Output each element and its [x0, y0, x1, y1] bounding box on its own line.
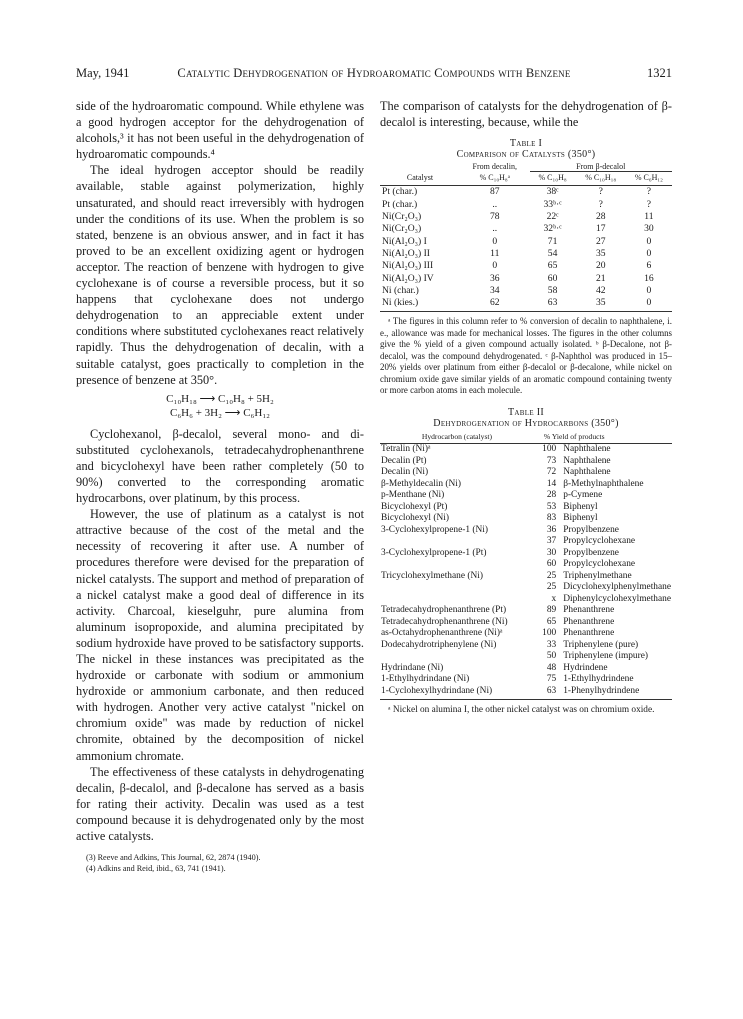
table-cell: 35 — [595, 247, 606, 259]
table-cell: Propylbenzene — [563, 547, 619, 558]
table-cell: Ni(Al₂O₃) II — [382, 247, 430, 259]
table-row — [380, 571, 672, 583]
paragraph: side of the hydroaromatic compound. While ethylene was a good hydrogen acceptor for the dehydrogenation of alcohols,³ it has not been useful in the dehydrogenation of hydroaromatic compounds.⁴ — [76, 99, 364, 162]
table-cell: Propylcyclohexane — [563, 536, 636, 547]
table-cell: 48 — [546, 662, 557, 673]
table-cell: ? — [646, 198, 652, 210]
header-date: May, 1941 — [76, 66, 130, 80]
table-row — [380, 617, 672, 629]
table-cell: 1-Cyclohexylhydrindane (Ni) — [380, 686, 534, 700]
table-cell: Ni(Al₂O₃) III — [382, 260, 434, 272]
page-number: 1321 — [647, 66, 672, 80]
table-cell: 100 — [542, 628, 557, 639]
table-row — [380, 640, 672, 652]
table-cell: x — [551, 593, 557, 604]
table-cell: 37 — [546, 536, 557, 547]
table-cell: 6 — [646, 260, 652, 272]
footnotes — [76, 852, 364, 874]
table-row — [380, 444, 672, 456]
table-cell: Propylcyclohexane — [563, 559, 636, 570]
table-cell: 32ᵇ·ᶜ — [543, 223, 562, 235]
table1-label: Table I — [509, 138, 543, 150]
table-row — [380, 513, 672, 525]
table-cell: Naphthalene — [563, 455, 611, 466]
table-row — [380, 479, 672, 491]
table-cell: ? — [598, 198, 603, 210]
equations — [76, 392, 364, 420]
table-cell: 3-Cyclohexylpropene-1 (Pt) — [381, 547, 487, 558]
table-cell: Pt (char.) — [382, 186, 418, 198]
table-cell: 0 — [492, 235, 498, 247]
table-cell: p-Menthane (Ni) — [381, 490, 445, 501]
table-row — [380, 502, 672, 514]
table-cell: Phenanthrene — [563, 605, 615, 616]
table-cell: Propylbenzene — [563, 524, 619, 535]
table-cell: 36 — [546, 524, 557, 535]
table-row — [380, 594, 672, 606]
table-cell: 58 — [547, 284, 558, 296]
table-cell: 28 — [595, 211, 606, 223]
table-cell: Biphenyl — [563, 513, 598, 524]
table-cell: 1-Ethylhydrindene — [563, 674, 634, 685]
table-cell: 54 — [547, 247, 558, 259]
table-cell: Naphthalene — [563, 444, 611, 455]
table-cell: Dicyclohexylphenylmethane — [563, 582, 671, 593]
table-cell: Tetradecahydrophenanthrene (Ni) — [381, 616, 508, 627]
table-cell: 36 — [489, 272, 500, 284]
table1-group-decalol: From β-decalol — [530, 162, 672, 172]
table-cell: Decalin (Ni) — [381, 467, 429, 478]
table-cell: Triphenylmethane — [563, 570, 632, 581]
table-row — [380, 456, 672, 468]
table-cell: Naphthalene — [563, 467, 611, 478]
table-cell: 62 — [460, 297, 530, 312]
table-cell: 16 — [644, 272, 654, 284]
table-cell: 3-Cyclohexylpropene-1 (Ni) — [381, 524, 488, 535]
page-header — [76, 66, 672, 82]
table-cell: 53 — [546, 501, 557, 512]
table-cell: Decalin (Pt) — [381, 455, 427, 466]
table-cell: Ni(Al₂O₃) IV — [382, 272, 434, 284]
table-cell: 65 — [547, 260, 558, 272]
table-cell — [380, 651, 534, 663]
table-cell: ? — [646, 186, 652, 198]
table-cell: 0 — [626, 297, 672, 312]
equation: C₆H₆ + 3H₂ ⟶ C₆H₁₂ — [170, 406, 270, 419]
table-row — [380, 559, 672, 571]
paragraph: The comparison of catalysts for the dehydrogenation of β-decalol is interesting, because, while the — [380, 99, 672, 130]
table-row — [380, 651, 672, 663]
table-row — [380, 674, 672, 686]
table-cell: 11 — [644, 211, 654, 223]
table-cell: β-Methylnaphthalene — [563, 478, 644, 489]
table-cell: 73 — [546, 455, 557, 466]
table-row — [380, 260, 672, 272]
table-cell: 0 — [646, 247, 652, 259]
table-row — [380, 285, 672, 297]
table-cell: Tetradecahydrophenanthrene (Pt) — [381, 605, 507, 616]
table-cell: 28 — [546, 490, 557, 501]
table2 — [380, 431, 672, 701]
table2-label: Table II — [508, 406, 544, 418]
table-cell — [380, 594, 534, 606]
table-cell: 33 — [546, 639, 557, 650]
table-row — [380, 211, 672, 223]
table-cell: Ni(Al₂O₃) I — [382, 235, 427, 247]
table-cell: Ni (char.) — [382, 284, 419, 296]
table-cell: β-Methyldecalin (Ni) — [381, 478, 462, 489]
table-cell: Dodecahydrotriphenylene (Ni) — [381, 639, 497, 650]
table-row — [380, 525, 672, 537]
table-cell: Phenanthrene — [563, 628, 615, 639]
table-cell: 17 — [595, 223, 606, 235]
table-cell: as-Octahydrophenanthrene (Ni)ᵃ — [381, 628, 503, 639]
table-cell: 21 — [595, 272, 606, 284]
paragraph: The ideal hydrogen acceptor should be readily available, stable against polymerization, highly unsaturated, and should react irreversibly with hydrogen under the conditions of its use. When the problem is so stated, benzene is an obvious answer, and in fact it has proved to be an excellent oxidizing agent or hydrogen acceptor. The reaction of benzene with hydrogen to give cyclohexane is of course a reversible process, but it so happens that cyclohexane does not undergo dehydrogenation to an appreciable extent under conditions where substituted cyclohexanes react relatively rapidly. Thus the dehydrogenation of decalin, with a suitable catalyst, goes practically to completion in the presence of benzene at 350°. — [76, 163, 364, 387]
table-cell: Tetralin (Ni)ᵃ — [381, 444, 431, 455]
paragraph: Cyclohexanol, β-decalol, several mono- and di-substituted cyclohexanols, tetradecahydrophenanthrene and bicyclohexyl have been rather completely (50 to 90%) converted to the corresponding aromatic hydrocarbons, over platinum, by this process. — [76, 426, 364, 506]
table-cell: 1-Phenylhydrindene — [562, 686, 672, 700]
table-row — [380, 186, 672, 199]
table-row — [380, 548, 672, 560]
table-cell: Bicyclohexyl (Ni) — [381, 513, 449, 524]
table-cell: Biphenyl — [563, 501, 598, 512]
table-row — [380, 663, 672, 675]
table-cell: 1-Ethylhydrindane (Ni) — [381, 674, 470, 685]
table-cell: 30 — [546, 547, 557, 558]
table-row — [380, 536, 672, 548]
table-cell: 0 — [646, 235, 652, 247]
table-row — [380, 223, 672, 235]
table-cell: 34 — [489, 284, 500, 296]
table-cell: Ni (kies.) — [380, 297, 460, 312]
table-cell: .. — [492, 198, 498, 210]
equation: C₁₀H₁₈ ⟶ C₁₀H₈ + 5H₂ — [166, 392, 274, 405]
table-cell: 14 — [546, 478, 557, 489]
table-row — [380, 686, 672, 700]
paragraph: However, the use of platinum as a catalyst is not attractive because of the cost of the metal and the necessity of recovering it after use. A number of procedures therefore were devised for the preparation of nickel catalysts. The support and method of preparation of a nickel catalyst make a good deal of difference in its activity. Charcoal, kieselguhr, pure alumina from aluminum isopropoxide, and alumina precipitated by sodium hydroxide have proved to be satisfactory supports. The nickel in these instances was precipitated as the hydroxide or carbonate with sodium or ammonium hydroxide or ammonium carbonate, and then reduced with hydrogen. Another very active catalyst "nickel on chromium oxide" was made by reduction of nickel chromite, obtained by the decomposition of nickel ammonium chromate. — [76, 507, 364, 763]
table-cell: 63 — [534, 686, 562, 700]
table-cell — [380, 559, 534, 571]
table-cell: 65 — [546, 616, 557, 627]
table-cell: 0 — [492, 260, 498, 272]
table-cell: Ni(Cr₂O₃) — [382, 223, 422, 235]
table-row — [380, 467, 672, 479]
footnote: (3) Reeve and Adkins, This Journal, 62, 2874 (1940). — [86, 853, 261, 863]
table-row — [380, 605, 672, 617]
table2-col-header: % Yield of products — [534, 431, 672, 444]
table2-title: Dehydrogenation of Hydrocarbons (350°) — [433, 417, 619, 429]
table-cell: Ni(Cr₂O₃) — [382, 211, 422, 223]
table-cell: 33ᵇ·ᶜ — [543, 198, 562, 210]
table-cell: 89 — [546, 605, 557, 616]
table-cell: Phenanthrene — [563, 616, 615, 627]
table-cell: Triphenylene (pure) — [563, 639, 639, 650]
table-cell: 75 — [546, 674, 557, 685]
table-cell: Tricyclohexylmethane (Ni) — [381, 570, 483, 581]
table-cell: ? — [598, 186, 603, 198]
table-cell: 25 — [546, 582, 557, 593]
paragraph: The effectiveness of these catalysts in dehydrogenating decalin, β-decalol, and β-decalone has served as a basis for rating their activity. Decalin was used as a test compound because it is dehydrogenated only by the most active catalysts. — [76, 764, 364, 844]
table-cell: 60 — [547, 272, 558, 284]
table1-col-header: % C₁₀H₁₈ — [576, 172, 626, 186]
table-cell: Bicyclohexyl (Pt) — [381, 501, 448, 512]
table-cell: Hydrindene — [563, 662, 608, 673]
table-cell: 20 — [595, 260, 606, 272]
table-cell: Pt (char.) — [382, 198, 418, 210]
table1-group-decalin: From decalin, — [472, 162, 517, 172]
table1-col-header: % C₁₀H₈ᵃ — [460, 172, 530, 186]
table2-col-header: Hydrocarbon (catalyst) — [380, 431, 534, 444]
table-row — [380, 582, 672, 594]
table-cell: 11 — [490, 247, 500, 259]
left-column — [76, 98, 364, 874]
table-cell: 25 — [546, 570, 557, 581]
table-cell: 78 — [489, 211, 500, 223]
table1 — [380, 162, 672, 312]
table1-col-header: % C₆H₁₂ — [626, 172, 672, 186]
table-cell: 63 — [530, 297, 576, 312]
table-cell: 60 — [546, 559, 557, 570]
table-cell: 27 — [595, 235, 606, 247]
table-cell: 50 — [546, 651, 557, 662]
table-row — [380, 199, 672, 211]
table-row — [380, 490, 672, 502]
table-cell: 71 — [547, 235, 558, 247]
table1-col-header: Catalyst — [380, 172, 460, 186]
table1-title: Comparison of Catalysts (350°) — [456, 149, 596, 161]
table-cell: Hydrindane (Ni) — [381, 662, 444, 673]
right-column — [380, 98, 672, 716]
table-cell: .. — [492, 223, 498, 235]
table-row — [380, 248, 672, 260]
table-row — [380, 297, 672, 312]
table2-note: ᵃ Nickel on alumina I, the other nickel catalyst was on chromium oxide. — [388, 705, 655, 716]
table-row — [380, 236, 672, 248]
table-cell: 0 — [646, 284, 652, 296]
footnote: (4) Adkins and Reid, ibid., 63, 741 (1941). — [86, 864, 226, 874]
table-cell: 38ᶜ — [546, 186, 559, 198]
table-cell: 100 — [542, 444, 557, 455]
table1-col-header: % C₁₀H₈ — [530, 172, 576, 186]
table-cell: Triphenylene (impure) — [563, 651, 649, 662]
table-cell: 35 — [576, 297, 626, 312]
header-title: Catalytic Dehydrogenation of Hydroaromatic Compounds with Benzene — [177, 66, 571, 80]
table-cell: 22ᶜ — [546, 211, 559, 223]
table-cell: p-Cymene — [563, 490, 603, 501]
table-cell: 83 — [546, 513, 557, 524]
table1-notes: ᵃ The figures in this column refer to % conversion of decalin to naphthalene, i. e., allowance was made for mechanical losses. The figures in the other columns give the % yield of a given compound actually isolated. ᵇ β-Decalone, not β-decalol, was the compound dehydrogenated. ᶜ β-Naphthol was produced in 15–20% yields over platinum from either β-decalol or β-decalone, while nickel on chromium oxide gave similar yields of an aromatic compound containing twenty or more carbon atoms in each molecule. — [380, 316, 672, 396]
table-cell: Diphenylcyclohexylmethane — [563, 593, 671, 604]
table-row — [380, 628, 672, 640]
table-cell: 30 — [644, 223, 654, 235]
table-cell: 87 — [489, 186, 500, 198]
table-cell: 72 — [546, 467, 557, 478]
table-cell: 42 — [595, 284, 606, 296]
table-cell — [380, 536, 534, 548]
table-row — [380, 273, 672, 285]
table-cell — [380, 582, 534, 594]
